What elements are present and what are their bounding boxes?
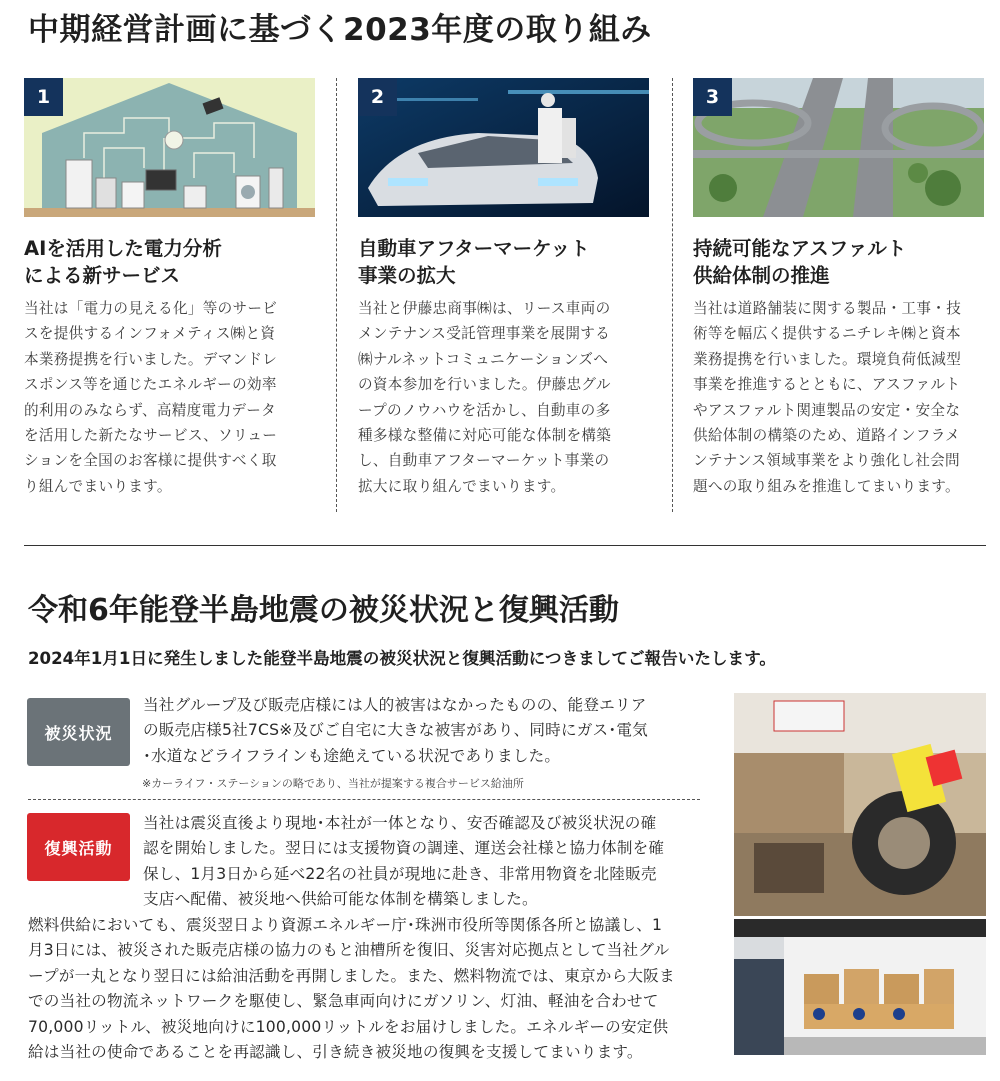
highway-icon <box>693 78 984 217</box>
initiative-card-2 <box>358 78 656 499</box>
damage-badge: 被災状況 <box>27 698 130 766</box>
smart-home-icon <box>24 78 315 217</box>
damaged-store-icon <box>734 693 986 916</box>
relief-truck-icon <box>734 919 986 1055</box>
photo-relief-truck <box>734 919 986 1055</box>
earthquake-lead: 2024年1月1日に発生しました能登半島地震の被災状況と復興活動につきましてご報告いたします。 <box>28 649 776 668</box>
initiative-body-1: 当社は「電力の見える化」等のサービ スを提供するインフォメティス㈱と資 本業務提携を行いました。デマンドレ スポンス等を通じたエネルギーの効率 的利用のみならず、高精度電力データ を活用した新たなサービス、ソリュー ションを全国のお客様に提供すべく取 り組んでまいります。 <box>24 300 278 495</box>
section-divider <box>24 545 986 546</box>
column-divider <box>672 78 673 512</box>
initiative-number-2: 2 <box>358 78 397 116</box>
dashed-divider <box>28 799 700 800</box>
column-divider <box>336 78 337 512</box>
recovery-badge: 復興活動 <box>27 813 130 881</box>
initiative-title-3: 持続可能なアスファルト 供給体制の推進 <box>693 237 907 287</box>
initiative-title-2: 自動車アフターマーケット 事業の拡大 <box>358 237 590 287</box>
damage-footnote: ※カーライフ・ステーションの略であり、当社が提案する複合サービス給油所 <box>142 777 524 790</box>
initiative-title-1: AIを活用した電力分析 による新サービス <box>24 237 222 287</box>
initiative-body-2: 当社と伊藤忠商事㈱は、リース車両の メンテナンス受託管理事業を展開する ㈱ナルネットコミュニケーションズへ の資本参加を行いました。伊藤忠グル ープのノウハウを活かし、自動車の多 種多様な整備に対応可能な体制を構築 し、自動車アフターマーケット事業の 拡大に取り組んでまいります。 <box>358 300 612 495</box>
initiative-card-3 <box>693 78 991 499</box>
car-maintenance-icon <box>358 78 649 217</box>
initiative-number-1: 1 <box>24 78 63 116</box>
recovery-text-continued: 燃料供給においても、震災翌日より資源エネルギー庁･珠洲市役所等関係各所と協議し、1 月3日には、被災された販売店様の協力のもと油槽所を復旧、災害対応拠点として当社グル ープが一丸となり翌日には給油活動を再開しました。また、燃料物流では、東京から大阪ま での当社の物流ネットワークを駆使し、緊急車両向けにガソリン、灯油、軽油を合わせて 70,000リットル、被災地向けに100,000リットルをお届けしました。エネルギーの安定供 給は当社の使命であることを再認識し、引き続き被災地の復興を支援してまいります。 <box>28 916 675 1062</box>
recovery-text: 当社は震災直後より現地･本社が一体となり、安否確認及び被災状況の確 認を開始しました。翌日には支援物資の調達、運送会社様と協力体制を確 保し、1月3日から延べ22名の社員が現地に赴き、非常用物資を北陸販売 支店へ配備、被災地へ供給可能な体制を構築しました。 <box>143 814 665 909</box>
section-heading-earthquake: 令和6年能登半島地震の被災状況と復興活動 <box>28 593 619 628</box>
illustration-smart-home <box>24 78 315 217</box>
initiative-number-3: 3 <box>693 78 732 116</box>
photo-highway-interchange <box>693 78 984 217</box>
initiative-body-3: 当社は道路舗装に関する製品・工事・技 術等を幅広く提供するニチレキ㈱と資本 業務提携を行いました。環境負荷低減型 事業を推進するとともに、アスファルト やアスファルト関連製品の安定・安全な 供給体制の構築のため、道路インフラメ ンテナンス領域事業をより強化し社会問 題への取り組みを推進してまいります。 <box>693 300 962 495</box>
photo-damaged-store <box>734 693 986 916</box>
photo-car-maintenance <box>358 78 649 217</box>
damage-text: 当社グループ及び販売店様には人的被害はなかったものの、能登エリア の販売店様5社7CS※及びご自宅に大きな被害があり、同時にガス･電気 ･水道などライフラインも途絶えている状況でありました。 <box>143 696 648 765</box>
initiative-card-1 <box>24 78 322 499</box>
section-heading-initiatives: 中期経営計画に基づく2023年度の取り組み <box>28 12 652 48</box>
